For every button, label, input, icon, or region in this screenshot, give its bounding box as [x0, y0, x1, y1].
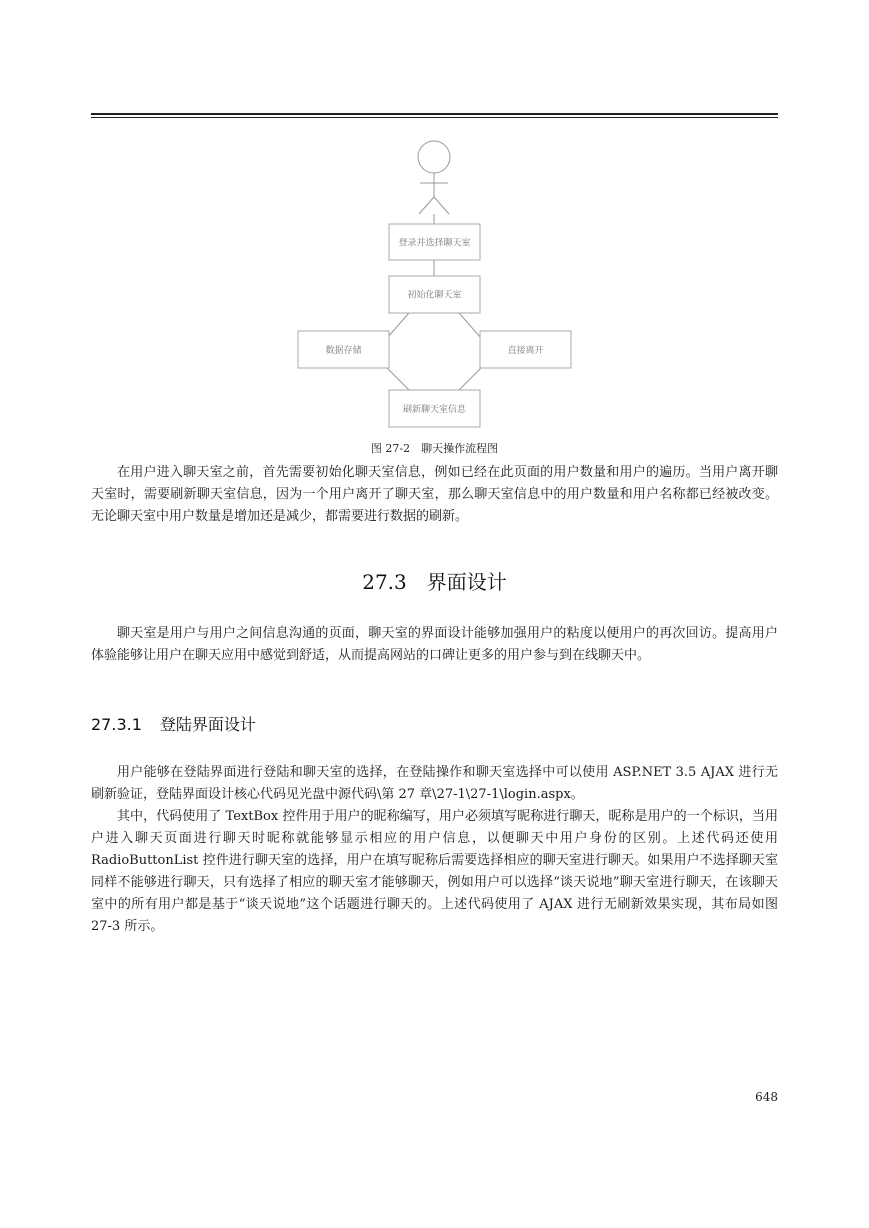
section-number: 27.3 — [362, 570, 407, 594]
page-number: 648 — [755, 1090, 778, 1104]
paragraph-login-2: 其中，代码使用了 TextBox 控件用于用户的昵称编写，用户必须填写昵称进行聊天，昵称是用户的一个标识，当用户进入聊天页面进行聊天时昵称就能够显示相应的用户信息，以便聊天中用户身份的区别。上述代码还使用 RadioButtonList 控件进行聊天室的选择，用户在填写昵称后需要选择相应的聊天室进行聊天。如果用户不选择聊天室同样不能够进行聊天，只有选择了相应的聊天室才能够聊天，例如用户可以选择“谈天说地”聊天室进行聊天，在该聊天室中的所有用户都是基于“谈天说地”这个话题进行聊天的。上述代码使用了 AJAX 进行无刷新效果实现，其布局如图 27-3 所示。 — [91, 809, 778, 934]
flow-node-login — [389, 224, 480, 260]
section-heading — [0, 566, 869, 595]
subsection-heading — [91, 712, 256, 735]
flow-node-refresh-label: 刷新聊天室信息 — [402, 405, 467, 415]
section-title: 界面设计 — [426, 570, 507, 594]
subsection-number: 27.3.1 — [91, 715, 142, 734]
flow-node-store — [298, 331, 389, 368]
actor-figure-icon — [418, 141, 450, 214]
figure-caption: 图 27-2 聊天操作流程图 — [370, 442, 499, 455]
subsection-title: 登陆界面设计 — [159, 715, 256, 734]
flow-node-init — [389, 276, 480, 313]
flow-node-leave — [480, 331, 571, 368]
paragraph-section: 聊天室是用户与用户之间信息沟通的页面，聊天室的界面设计能够加强用户的粘度以便用户的再次回访。提高用户体验能够让用户在聊天应用中感觉到舒适，从而提高网站的口碑让更多的用户参与到在线聊天中。 — [91, 626, 778, 663]
chat-flow-diagram — [0, 0, 869, 460]
flow-node-init-label: 初始化聊天室 — [407, 290, 462, 301]
flow-node-login-label: 登录并选择聊天室 — [398, 238, 471, 249]
paragraph-intro: 在用户进入聊天室之前，首先需要初始化聊天室信息，例如已经在此页面的用户数量和用户的遍历。当用户离开聊天室时，需要刷新聊天室信息，因为一个用户离开了聊天室，那么聊天室信息中的用户数量和用户名称都已经被改变。无论聊天室中用户数量是增加还是减少，都需要进行数据的刷新。 — [91, 465, 778, 524]
flow-node-store-label: 数据存储 — [325, 346, 362, 356]
paragraph-login-1: 用户能够在登陆界面进行登陆和聊天室的选择，在登陆操作和聊天室选择中可以使用 ASP.NET 3.5 AJAX 进行无刷新验证，登陆界面设计核心代码见光盘中源代码\第 27 章\27-1\27-1\login.aspx。 — [91, 765, 778, 802]
flow-node-leave-label: 直接离开 — [507, 346, 544, 356]
flow-node-refresh — [389, 390, 480, 427]
